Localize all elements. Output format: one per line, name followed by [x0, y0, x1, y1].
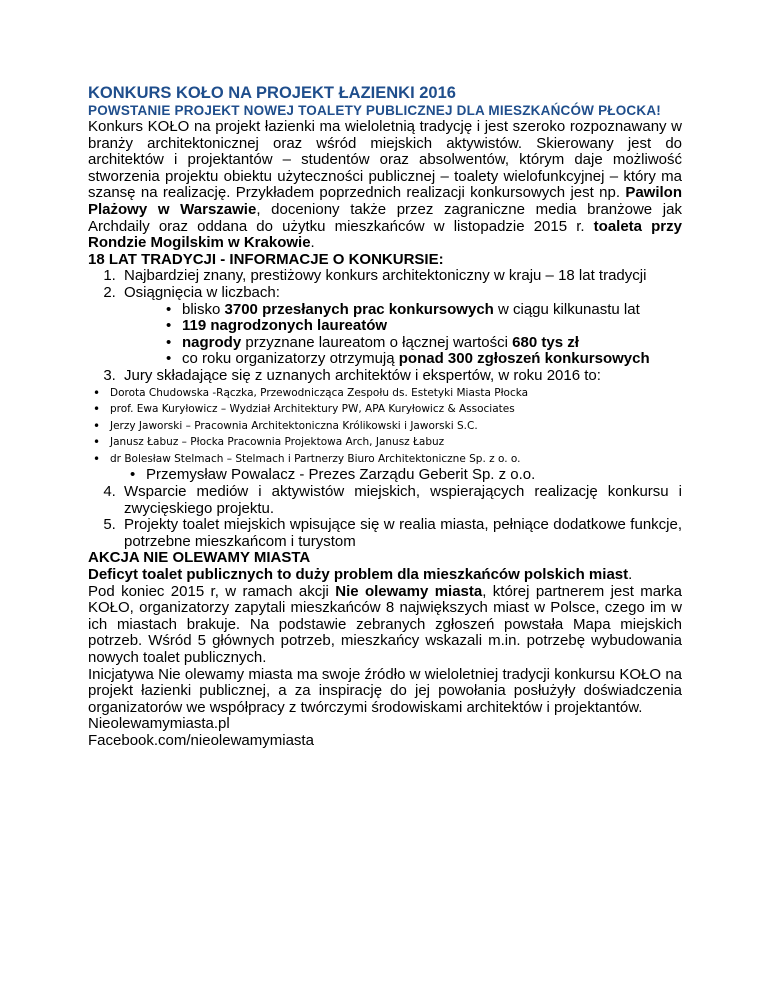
stat-bold: 119 nagrodzonych laureatów — [182, 317, 388, 335]
stat-bold: ponad 300 zgłoszeń konkursowych — [398, 350, 650, 368]
jury-member: • Dorota Chudowska -Rączka, Przewodnicząca Zespołu ds. Estetyki Miasta Płocka — [110, 385, 682, 402]
intro-paragraph — [88, 119, 682, 252]
info-item-3: 3. Jury składające się z uznanych architektów i ekspertów, w roku 2016 to: — [120, 368, 682, 385]
jury-list-extra — [88, 467, 682, 484]
jury-member: • dr Bolesław Stelmach – Stelmach i Partnerzy Biuro Architektoniczne Sp. z o. o. — [110, 451, 682, 468]
document-title: KONKURS KOŁO NA PROJEKT ŁAZIENKI 2016 — [88, 84, 456, 102]
info-item-1: 1. Najbardziej znany, prestiżowy konkurs architektoniczny w kraju – 18 lat tradycji — [120, 268, 682, 285]
stat-bold: 3700 przesłanych prac konkursowych — [224, 300, 494, 318]
campaign-text-2: , której partnerem jest marka KOŁO, organizatorzy zapytali mieszkańców 8 największych miast w Polsce, czego im w ich miastach brakuje. Na podstawie zebranych zgłoszeń powstała Mapa miejskich potrzeb. Wśród 5 głównych potrzeb, mieszkańcy wskazali m.in. potrzebę wybudowania nowych toalet publicznych. — [88, 582, 682, 666]
jury-member: • prof. Ewa Kuryłowicz – Wydział Architektury PW, APA Kuryłowicz & Associates — [110, 401, 682, 418]
stats-list — [124, 302, 682, 368]
stat-text: w ciągu kilkunastu lat — [493, 300, 640, 318]
stat-text: blisko — [182, 300, 225, 318]
info-item-2-text: Osiągnięcia w liczbach: — [124, 283, 280, 301]
facebook-link[interactable]: Facebook.com/nieolewamymiasta — [88, 731, 314, 749]
jury-list — [88, 385, 682, 468]
deficit-paragraph — [88, 567, 682, 584]
intro-text-3: . — [310, 234, 315, 252]
stat-item-submissions — [182, 302, 682, 319]
jury-member: • Janusz Łabuz – Płocka Pracownia Projektowa Arch, Janusz Łabuz — [110, 434, 682, 451]
deficit-end: . — [628, 566, 633, 584]
info-item-4: 4. Wsparcie mediów i aktywistów miejskich, wspierających realizację konkursu i zwycięskiego projektu. — [120, 484, 682, 517]
info-list-continued — [88, 484, 682, 550]
stat-text: przyznane laureatom o łącznej wartości — [241, 333, 513, 351]
stat-text: co roku organizatorzy otrzymują — [182, 350, 399, 368]
document-page — [88, 84, 682, 750]
stat-item-laureates — [182, 318, 682, 335]
stat-item-prizes — [182, 335, 682, 352]
info-item-2 — [120, 285, 682, 368]
website-link[interactable]: Nieolewamymiasta.pl — [88, 715, 230, 733]
section-heading-tradition: 18 LAT TRADYCJI - INFORMACJE O KONKURSIE: — [88, 250, 444, 268]
jury-member-geberit: • Przemysław Powalacz - Prezes Zarządu Geberit Sp. z o.o. — [146, 467, 682, 484]
campaign-text-1: Pod koniec 2015 r, w ramach akcji — [88, 582, 336, 600]
intro-bold-toilet: toaleta przy Rondzie Mogilskim w Krakowie — [88, 217, 682, 252]
campaign-paragraph — [88, 584, 682, 667]
campaign-bold-name: Nie olewamy miasta — [335, 582, 483, 600]
document-subtitle: POWSTANIE PROJEKT NOWEJ TOALETY PUBLICZNEJ DLA MIESZKAŃCÓW PŁOCKA! — [88, 103, 661, 118]
intro-bold-pavilion: Pawilon Plażowy w Warszawie — [88, 184, 682, 218]
intro-text-2: , doceniony także przez zagraniczne media branżowe jak Archdaily oraz oddana do użytku mieszkańców w listopadzie 2015 r. — [88, 200, 682, 235]
stat-bold: nagrody — [182, 333, 242, 351]
initiative-paragraph: Inicjatywa Nie olewamy miasta ma swoje źródło w wieloletniej tradycji konkursu KOŁO na projekt łazienki publicznej, a za inspirację do jej powołania posłużyły doświadczenia organizatorów we współpracy z twórczymi środowiskami architektów i projektantów. — [88, 665, 682, 716]
info-item-5: 5. Projekty toalet miejskich wpisujące się w realia miasta, pełniące dodatkowe funkcje, potrzebne mieszkańcom i turystom — [120, 517, 682, 550]
intro-text-1: Konkurs KOŁO na projekt łazienki ma wieloletnią tradycję i jest szeroko rozpoznawany w branży architektonicznej oraz wśród miejskich aktywistów. Skierowany jest do architektów i projektantów – studentów oraz absolwentów, którym daje możliwość stworzenia projektu obiektu użyteczności publicznej – toalety wielofunkcyjnej – który ma szansę na realizację. Przykładem poprzednich realizacji konkursowych jest np. — [88, 118, 682, 202]
stat-bold: 680 tys zł — [512, 333, 579, 351]
stat-item-entries — [182, 351, 682, 368]
section-heading-campaign: AKCJA NIE OLEWAMY MIASTA — [88, 549, 311, 567]
deficit-bold: Deficyt toalet publicznych to duży problem dla mieszkańców polskich miast — [88, 566, 629, 584]
info-list — [88, 268, 682, 384]
jury-member: • Jerzy Jaworski – Pracownia Architektoniczna Królikowski i Jaworski S.C. — [110, 418, 682, 435]
